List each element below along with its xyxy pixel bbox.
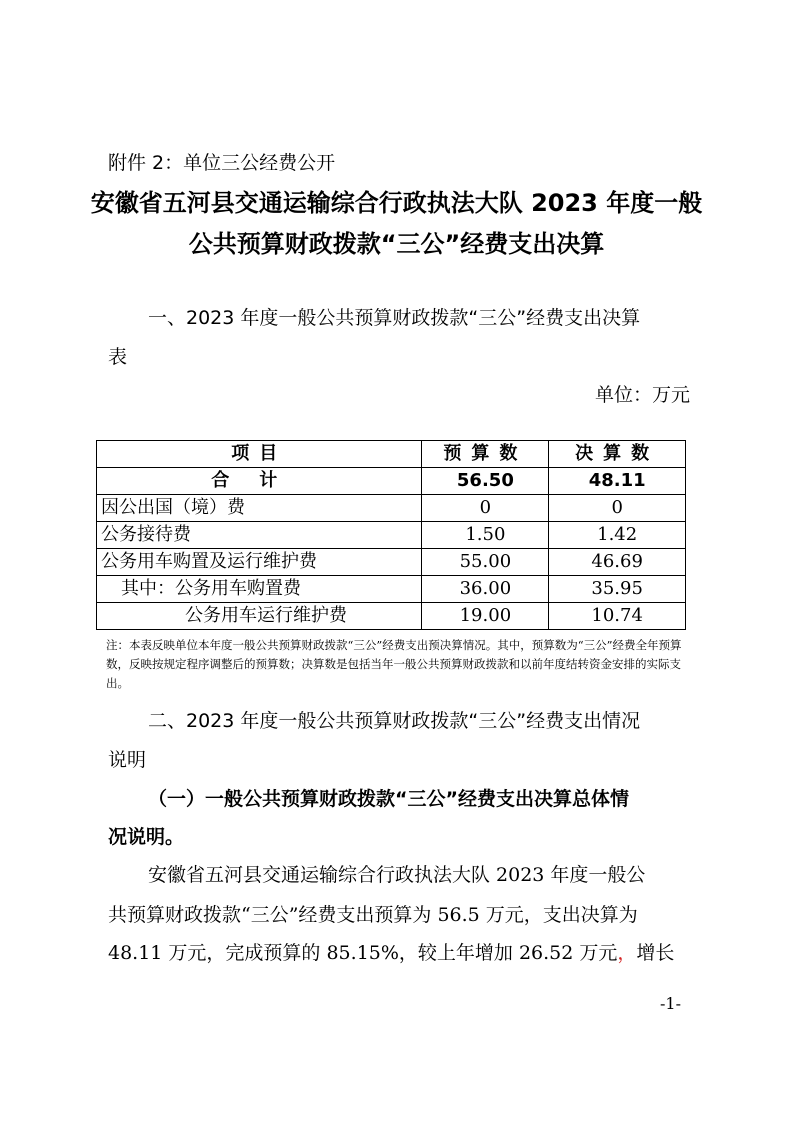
document-title-line1: 安徽省五河县交通运输综合行政执法大队 2023 年度一般 bbox=[90, 189, 703, 217]
paragraph-line: 安徽省五河县交通运输综合行政执法大队 2023 年度一般公 bbox=[148, 864, 646, 886]
attachment-label: 附件 2：单位三公经费公开 bbox=[108, 152, 336, 174]
section1-heading-cont: 表 bbox=[108, 346, 128, 368]
row-actual: 48.11 bbox=[549, 468, 686, 495]
table-note: 注：本表反映单位本年度一般公共预算财政拨款“三公”经费支出预决算情况。其中，预算数为“三公”经费全年预算数，反映按规定程序调整后的预算数；决算数是包括当年一般公共预算财政拨款和以前年度结转资金安排的实际支出。 bbox=[106, 638, 682, 690]
row-actual: 0 bbox=[549, 495, 686, 522]
table-header-row bbox=[97, 441, 686, 468]
section1-heading: 一、2023 年度一般公共预算财政拨款“三公”经费支出决算 bbox=[148, 307, 641, 329]
row-budget: 55.00 bbox=[422, 549, 549, 576]
row-label: 公务接待费 bbox=[97, 522, 422, 549]
table-row bbox=[97, 549, 686, 576]
subsection1-heading-cont: 况说明。 bbox=[108, 826, 185, 848]
expense-table bbox=[96, 440, 686, 630]
table-row-total bbox=[97, 468, 686, 495]
row-label: 公务用车购置及运行维护费 bbox=[97, 549, 422, 576]
row-label: 合计 bbox=[97, 468, 422, 495]
row-actual: 1.42 bbox=[549, 522, 686, 549]
table-row bbox=[97, 495, 686, 522]
paragraph-text: 增长 bbox=[636, 942, 675, 964]
row-budget: 1.50 bbox=[422, 522, 549, 549]
row-actual: 46.69 bbox=[549, 549, 686, 576]
unit-label: 单位：万元 bbox=[594, 384, 690, 406]
row-label: 因公出国（境）费 bbox=[97, 495, 422, 522]
page-number: -1- bbox=[660, 994, 681, 1013]
row-budget: 56.50 bbox=[422, 468, 549, 495]
row-budget: 19.00 bbox=[422, 603, 549, 630]
row-label: 公务用车运行维护费 bbox=[97, 603, 422, 630]
header-actual: 决算数 bbox=[549, 441, 686, 468]
row-budget: 36.00 bbox=[422, 576, 549, 603]
section2-heading: 二、2023 年度一般公共预算财政拨款“三公”经费支出情况 bbox=[148, 710, 641, 732]
document-title-line2: 公共预算财政拨款“三公”经费支出决算 bbox=[188, 230, 605, 258]
paragraph-red-comma: ， bbox=[617, 942, 637, 964]
row-budget: 0 bbox=[422, 495, 549, 522]
table-row bbox=[97, 576, 686, 603]
header-budget: 预算数 bbox=[422, 441, 549, 468]
header-item: 项目 bbox=[97, 441, 422, 468]
subsection1-heading: （一）一般公共预算财政拨款“三公”经费支出决算总体情 bbox=[148, 788, 629, 810]
section2-heading-cont: 说明 bbox=[108, 749, 147, 771]
row-label: 其中：公务用车购置费 bbox=[97, 576, 422, 603]
paragraph-line bbox=[108, 938, 674, 965]
row-actual: 35.95 bbox=[549, 576, 686, 603]
paragraph-line: 共预算财政拨款“三公”经费支出预算为 56.5 万元，支出决算为 bbox=[108, 904, 638, 926]
row-actual: 10.74 bbox=[549, 603, 686, 630]
paragraph-text: 48.11 万元，完成预算的 85.15%，较上年增加 26.52 万元 bbox=[108, 942, 618, 964]
table-row bbox=[97, 522, 686, 549]
table-row bbox=[97, 603, 686, 630]
